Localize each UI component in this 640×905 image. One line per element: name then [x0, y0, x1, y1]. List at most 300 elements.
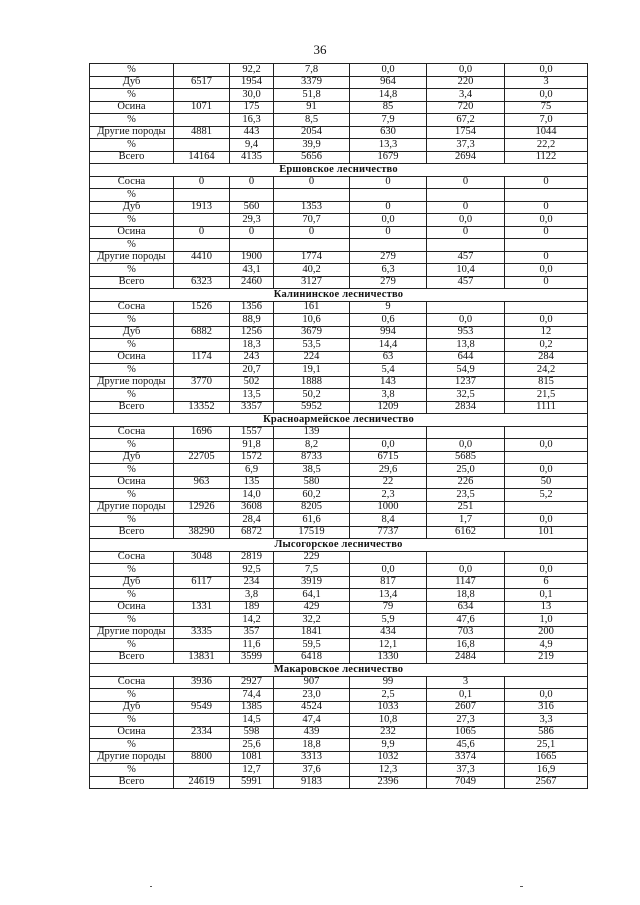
table-cell: 6517: [174, 76, 230, 89]
table-cell: 91,8: [230, 439, 274, 452]
table-cell: 8800: [174, 751, 230, 764]
table-row: [90, 351, 588, 364]
table-row: [90, 551, 588, 564]
table-cell: 251: [427, 501, 505, 514]
table-cell: 101: [505, 526, 588, 539]
table-row: [90, 239, 588, 252]
table-cell: 220: [427, 76, 505, 89]
table-cell: 279: [350, 276, 427, 289]
row-label: Сосна: [90, 426, 174, 439]
table-cell: [174, 639, 230, 652]
table-cell: [505, 189, 588, 202]
table-row: [90, 639, 588, 652]
row-label: %: [90, 464, 174, 477]
table-cell: 0: [427, 176, 505, 189]
table-cell: 6872: [230, 526, 274, 539]
table-cell: [174, 514, 230, 527]
table-cell: 1065: [427, 726, 505, 739]
table-cell: 0: [350, 176, 427, 189]
table-cell: 817: [350, 576, 427, 589]
table-cell: 25,6: [230, 739, 274, 752]
table-cell: 3,4: [427, 89, 505, 102]
table-cell: 18,3: [230, 339, 274, 352]
table-cell: 20,7: [230, 364, 274, 377]
table-row: [90, 376, 588, 389]
table-cell: 6,9: [230, 464, 274, 477]
row-label: %: [90, 114, 174, 127]
table-cell: 7,9: [350, 114, 427, 127]
table-row: [90, 764, 588, 777]
table-cell: 1665: [505, 751, 588, 764]
table-cell: 0,0: [427, 64, 505, 77]
table-cell: 0: [174, 226, 230, 239]
table-cell: 70,7: [274, 214, 350, 227]
table-cell: 67,2: [427, 114, 505, 127]
table-row: [90, 326, 588, 339]
table-cell: 16,8: [427, 639, 505, 652]
table-cell: 907: [274, 676, 350, 689]
row-label: Дуб: [90, 451, 174, 464]
table-row: [90, 64, 588, 77]
table-cell: [174, 139, 230, 152]
table-cell: [350, 189, 427, 202]
table-cell: 4524: [274, 701, 350, 714]
row-label: Всего: [90, 651, 174, 664]
table-cell: [174, 464, 230, 477]
table-cell: 1071: [174, 101, 230, 114]
row-label: Осина: [90, 351, 174, 364]
table-cell: 37,3: [427, 764, 505, 777]
row-label: %: [90, 689, 174, 702]
table-row: [90, 489, 588, 502]
table-cell: 37,6: [274, 764, 350, 777]
table-cell: 0,1: [427, 689, 505, 702]
table-cell: 634: [427, 601, 505, 614]
table-cell: 14,8: [350, 89, 427, 102]
table-cell: 560: [230, 201, 274, 214]
table-cell: 720: [427, 101, 505, 114]
table-cell: 963: [174, 476, 230, 489]
table-cell: 3,3: [505, 714, 588, 727]
table-cell: [427, 551, 505, 564]
row-label: Всего: [90, 526, 174, 539]
table-cell: [174, 264, 230, 277]
table-cell: 6882: [174, 326, 230, 339]
table-cell: 2334: [174, 726, 230, 739]
table-row: [90, 364, 588, 377]
table-cell: 3: [427, 676, 505, 689]
table-cell: 0,0: [505, 64, 588, 77]
section-header-row: [90, 664, 588, 677]
table-cell: 1557: [230, 426, 274, 439]
table-cell: 6418: [274, 651, 350, 664]
row-label: %: [90, 64, 174, 77]
table-cell: 38290: [174, 526, 230, 539]
table-cell: 13352: [174, 401, 230, 414]
table-cell: 16,3: [230, 114, 274, 127]
table-cell: 0,0: [505, 564, 588, 577]
table-cell: [174, 64, 230, 77]
row-label: Другие породы: [90, 251, 174, 264]
table-cell: [174, 564, 230, 577]
table-cell: 60,2: [274, 489, 350, 502]
row-label: Осина: [90, 726, 174, 739]
table-cell: 0,0: [427, 214, 505, 227]
table-cell: 4135: [230, 151, 274, 164]
table-cell: 13,5: [230, 389, 274, 402]
table-cell: 2694: [427, 151, 505, 164]
table-cell: 85: [350, 101, 427, 114]
table-cell: [174, 439, 230, 452]
table-cell: 61,6: [274, 514, 350, 527]
table-cell: 10,8: [350, 714, 427, 727]
table-cell: [350, 551, 427, 564]
table-row: [90, 576, 588, 589]
table-cell: 161: [274, 301, 350, 314]
table-row: [90, 726, 588, 739]
table-cell: 0: [427, 201, 505, 214]
table-cell: 457: [427, 251, 505, 264]
table-cell: 6,3: [350, 264, 427, 277]
table-cell: 3335: [174, 626, 230, 639]
table-cell: 0,0: [350, 564, 427, 577]
table-cell: 175: [230, 101, 274, 114]
row-label: %: [90, 514, 174, 527]
row-label: Осина: [90, 601, 174, 614]
table-cell: [230, 239, 274, 252]
table-cell: 234: [230, 576, 274, 589]
row-label: %: [90, 639, 174, 652]
table-cell: 0: [274, 226, 350, 239]
table-cell: [505, 501, 588, 514]
table-cell: 0: [350, 226, 427, 239]
table-cell: [174, 189, 230, 202]
table-cell: 0: [230, 226, 274, 239]
table-cell: 25,0: [427, 464, 505, 477]
table-cell: 224: [274, 351, 350, 364]
table-cell: 994: [350, 326, 427, 339]
table-cell: 5952: [274, 401, 350, 414]
table-cell: [505, 451, 588, 464]
table-cell: 630: [350, 126, 427, 139]
table-row: [90, 276, 588, 289]
section-header-row: [90, 414, 588, 427]
table-cell: 4,9: [505, 639, 588, 652]
table-cell: 0,2: [505, 339, 588, 352]
table-cell: 13,8: [427, 339, 505, 352]
table-cell: 0: [274, 176, 350, 189]
table-cell: 2054: [274, 126, 350, 139]
table-cell: 75: [505, 101, 588, 114]
table-cell: [174, 389, 230, 402]
table-cell: 6: [505, 576, 588, 589]
table-cell: 3599: [230, 651, 274, 664]
table-cell: 22: [350, 476, 427, 489]
table-cell: 1696: [174, 426, 230, 439]
table-row: [90, 189, 588, 202]
table-row: [90, 214, 588, 227]
table-cell: 40,2: [274, 264, 350, 277]
row-label: %: [90, 739, 174, 752]
table-cell: 964: [350, 76, 427, 89]
table-cell: 10,4: [427, 264, 505, 277]
table-cell: 23,0: [274, 689, 350, 702]
table-cell: 0,0: [505, 464, 588, 477]
table-cell: 0: [505, 176, 588, 189]
table-cell: [174, 764, 230, 777]
row-label: %: [90, 189, 174, 202]
table-cell: 139: [274, 426, 350, 439]
table-cell: [174, 364, 230, 377]
table-row: [90, 389, 588, 402]
table-cell: 4881: [174, 126, 230, 139]
table-cell: 1174: [174, 351, 230, 364]
table-cell: 3608: [230, 501, 274, 514]
table-cell: 18,8: [274, 739, 350, 752]
table-cell: 22705: [174, 451, 230, 464]
table-row: [90, 101, 588, 114]
table-cell: 14,2: [230, 614, 274, 627]
table-cell: 14,0: [230, 489, 274, 502]
table-row: [90, 601, 588, 614]
row-label: %: [90, 364, 174, 377]
table-cell: 12,3: [350, 764, 427, 777]
row-label: Дуб: [90, 576, 174, 589]
table-cell: 232: [350, 726, 427, 739]
row-label: Осина: [90, 101, 174, 114]
table-cell: 17519: [274, 526, 350, 539]
table-cell: 47,4: [274, 714, 350, 727]
table-cell: 644: [427, 351, 505, 364]
table-cell: [174, 489, 230, 502]
table-cell: 13,4: [350, 589, 427, 602]
row-label: Другие породы: [90, 626, 174, 639]
table-cell: 3127: [274, 276, 350, 289]
table-cell: 1081: [230, 751, 274, 764]
table-cell: 357: [230, 626, 274, 639]
table-cell: 74,4: [230, 689, 274, 702]
table-cell: 7,5: [274, 564, 350, 577]
scan-speck: [520, 886, 523, 887]
table-body: [90, 64, 588, 789]
table-cell: 2567: [505, 776, 588, 789]
table-cell: 29,3: [230, 214, 274, 227]
table-cell: 0,0: [505, 514, 588, 527]
table-cell: 2834: [427, 401, 505, 414]
table-cell: [350, 426, 427, 439]
table-cell: 1032: [350, 751, 427, 764]
table-cell: 64,1: [274, 589, 350, 602]
table-cell: 3,8: [350, 389, 427, 402]
row-label: Дуб: [90, 201, 174, 214]
table-cell: 1774: [274, 251, 350, 264]
table-cell: 0,0: [505, 264, 588, 277]
table-cell: 12,1: [350, 639, 427, 652]
row-label: %: [90, 439, 174, 452]
table-cell: 8,5: [274, 114, 350, 127]
row-label: Осина: [90, 226, 174, 239]
table-cell: 3919: [274, 576, 350, 589]
table-cell: 99: [350, 676, 427, 689]
table-cell: 22,2: [505, 139, 588, 152]
table-cell: 0,0: [427, 439, 505, 452]
table-cell: 32,5: [427, 389, 505, 402]
table-cell: 226: [427, 476, 505, 489]
table-cell: 586: [505, 726, 588, 739]
table-row: [90, 439, 588, 452]
table-cell: 47,6: [427, 614, 505, 627]
table-cell: 143: [350, 376, 427, 389]
table-cell: [174, 214, 230, 227]
table-cell: 1385: [230, 701, 274, 714]
table-cell: 13831: [174, 651, 230, 664]
table-cell: 50: [505, 476, 588, 489]
table-cell: 7,0: [505, 114, 588, 127]
table-cell: 219: [505, 651, 588, 664]
row-label: Сосна: [90, 176, 174, 189]
table-cell: 5991: [230, 776, 274, 789]
table-cell: 14164: [174, 151, 230, 164]
row-label: Сосна: [90, 301, 174, 314]
row-label: %: [90, 589, 174, 602]
table-cell: 1353: [274, 201, 350, 214]
table-cell: 2396: [350, 776, 427, 789]
table-cell: 32,2: [274, 614, 350, 627]
table-cell: 10,6: [274, 314, 350, 327]
table-cell: 0,1: [505, 589, 588, 602]
table-cell: 429: [274, 601, 350, 614]
table-cell: 9,4: [230, 139, 274, 152]
table-cell: 1572: [230, 451, 274, 464]
table-cell: [174, 739, 230, 752]
table-cell: [174, 614, 230, 627]
table-cell: 8,4: [350, 514, 427, 527]
table-cell: 12926: [174, 501, 230, 514]
table-cell: 4410: [174, 251, 230, 264]
table-cell: 3374: [427, 751, 505, 764]
row-label: Всего: [90, 276, 174, 289]
table-cell: 0: [230, 176, 274, 189]
table-cell: 0: [174, 176, 230, 189]
table-cell: 9: [350, 301, 427, 314]
table-row: [90, 314, 588, 327]
table-cell: 45,6: [427, 739, 505, 752]
table-cell: 5685: [427, 451, 505, 464]
table-cell: 37,3: [427, 139, 505, 152]
table-cell: 1526: [174, 301, 230, 314]
table-cell: [505, 239, 588, 252]
table-cell: 1122: [505, 151, 588, 164]
table-cell: [350, 239, 427, 252]
table-row: [90, 151, 588, 164]
row-label: Сосна: [90, 676, 174, 689]
table-cell: 0,6: [350, 314, 427, 327]
table-cell: 25,1: [505, 739, 588, 752]
table-cell: 3048: [174, 551, 230, 564]
table-row: [90, 426, 588, 439]
row-label: %: [90, 239, 174, 252]
table-cell: 1111: [505, 401, 588, 414]
table-cell: 53,5: [274, 339, 350, 352]
table-cell: 8,2: [274, 439, 350, 452]
table-cell: 24,2: [505, 364, 588, 377]
table-cell: 29,6: [350, 464, 427, 477]
table-row: [90, 176, 588, 189]
section-title: Ершовское лесничество: [90, 164, 588, 177]
table-cell: 8205: [274, 501, 350, 514]
table-cell: 703: [427, 626, 505, 639]
table-row: [90, 751, 588, 764]
table-row: [90, 89, 588, 102]
table-cell: 38,5: [274, 464, 350, 477]
table-row: [90, 614, 588, 627]
table-cell: 316: [505, 701, 588, 714]
table-cell: 9,9: [350, 739, 427, 752]
table-cell: 92,2: [230, 64, 274, 77]
table-row: [90, 76, 588, 89]
table-cell: [174, 89, 230, 102]
table-cell: 0,0: [505, 314, 588, 327]
table-cell: 43,1: [230, 264, 274, 277]
table-cell: 243: [230, 351, 274, 364]
table-cell: 1679: [350, 151, 427, 164]
section-title: Калининское лесничество: [90, 289, 588, 302]
table-cell: 6162: [427, 526, 505, 539]
table-cell: 14,5: [230, 714, 274, 727]
table-cell: [505, 426, 588, 439]
table-cell: 0,0: [505, 214, 588, 227]
table-cell: 1888: [274, 376, 350, 389]
row-label: %: [90, 214, 174, 227]
table-cell: 229: [274, 551, 350, 564]
table-cell: 1147: [427, 576, 505, 589]
table-cell: 0,0: [427, 314, 505, 327]
table-cell: 59,5: [274, 639, 350, 652]
table-cell: 0: [505, 251, 588, 264]
row-label: %: [90, 564, 174, 577]
table-row: [90, 501, 588, 514]
row-label: Сосна: [90, 551, 174, 564]
table-cell: 5,4: [350, 364, 427, 377]
table-cell: 439: [274, 726, 350, 739]
row-label: Дуб: [90, 76, 174, 89]
table-cell: 19,1: [274, 364, 350, 377]
table-cell: 92,5: [230, 564, 274, 577]
table-cell: 1033: [350, 701, 427, 714]
table-cell: 434: [350, 626, 427, 639]
table-cell: 11,6: [230, 639, 274, 652]
table-cell: 14,4: [350, 339, 427, 352]
table-cell: 457: [427, 276, 505, 289]
row-label: %: [90, 714, 174, 727]
forestry-table: [89, 63, 588, 789]
table-cell: [427, 301, 505, 314]
row-label: %: [90, 389, 174, 402]
table-cell: 91: [274, 101, 350, 114]
table-cell: 200: [505, 626, 588, 639]
table-cell: 0,0: [350, 64, 427, 77]
table-cell: 28,4: [230, 514, 274, 527]
table-cell: 13: [505, 601, 588, 614]
row-label: Другие породы: [90, 751, 174, 764]
table-row: [90, 689, 588, 702]
table-cell: 5,9: [350, 614, 427, 627]
table-cell: 0,0: [505, 689, 588, 702]
table-cell: 30,0: [230, 89, 274, 102]
table-cell: 24619: [174, 776, 230, 789]
table-cell: [274, 189, 350, 202]
section-header-row: [90, 539, 588, 552]
